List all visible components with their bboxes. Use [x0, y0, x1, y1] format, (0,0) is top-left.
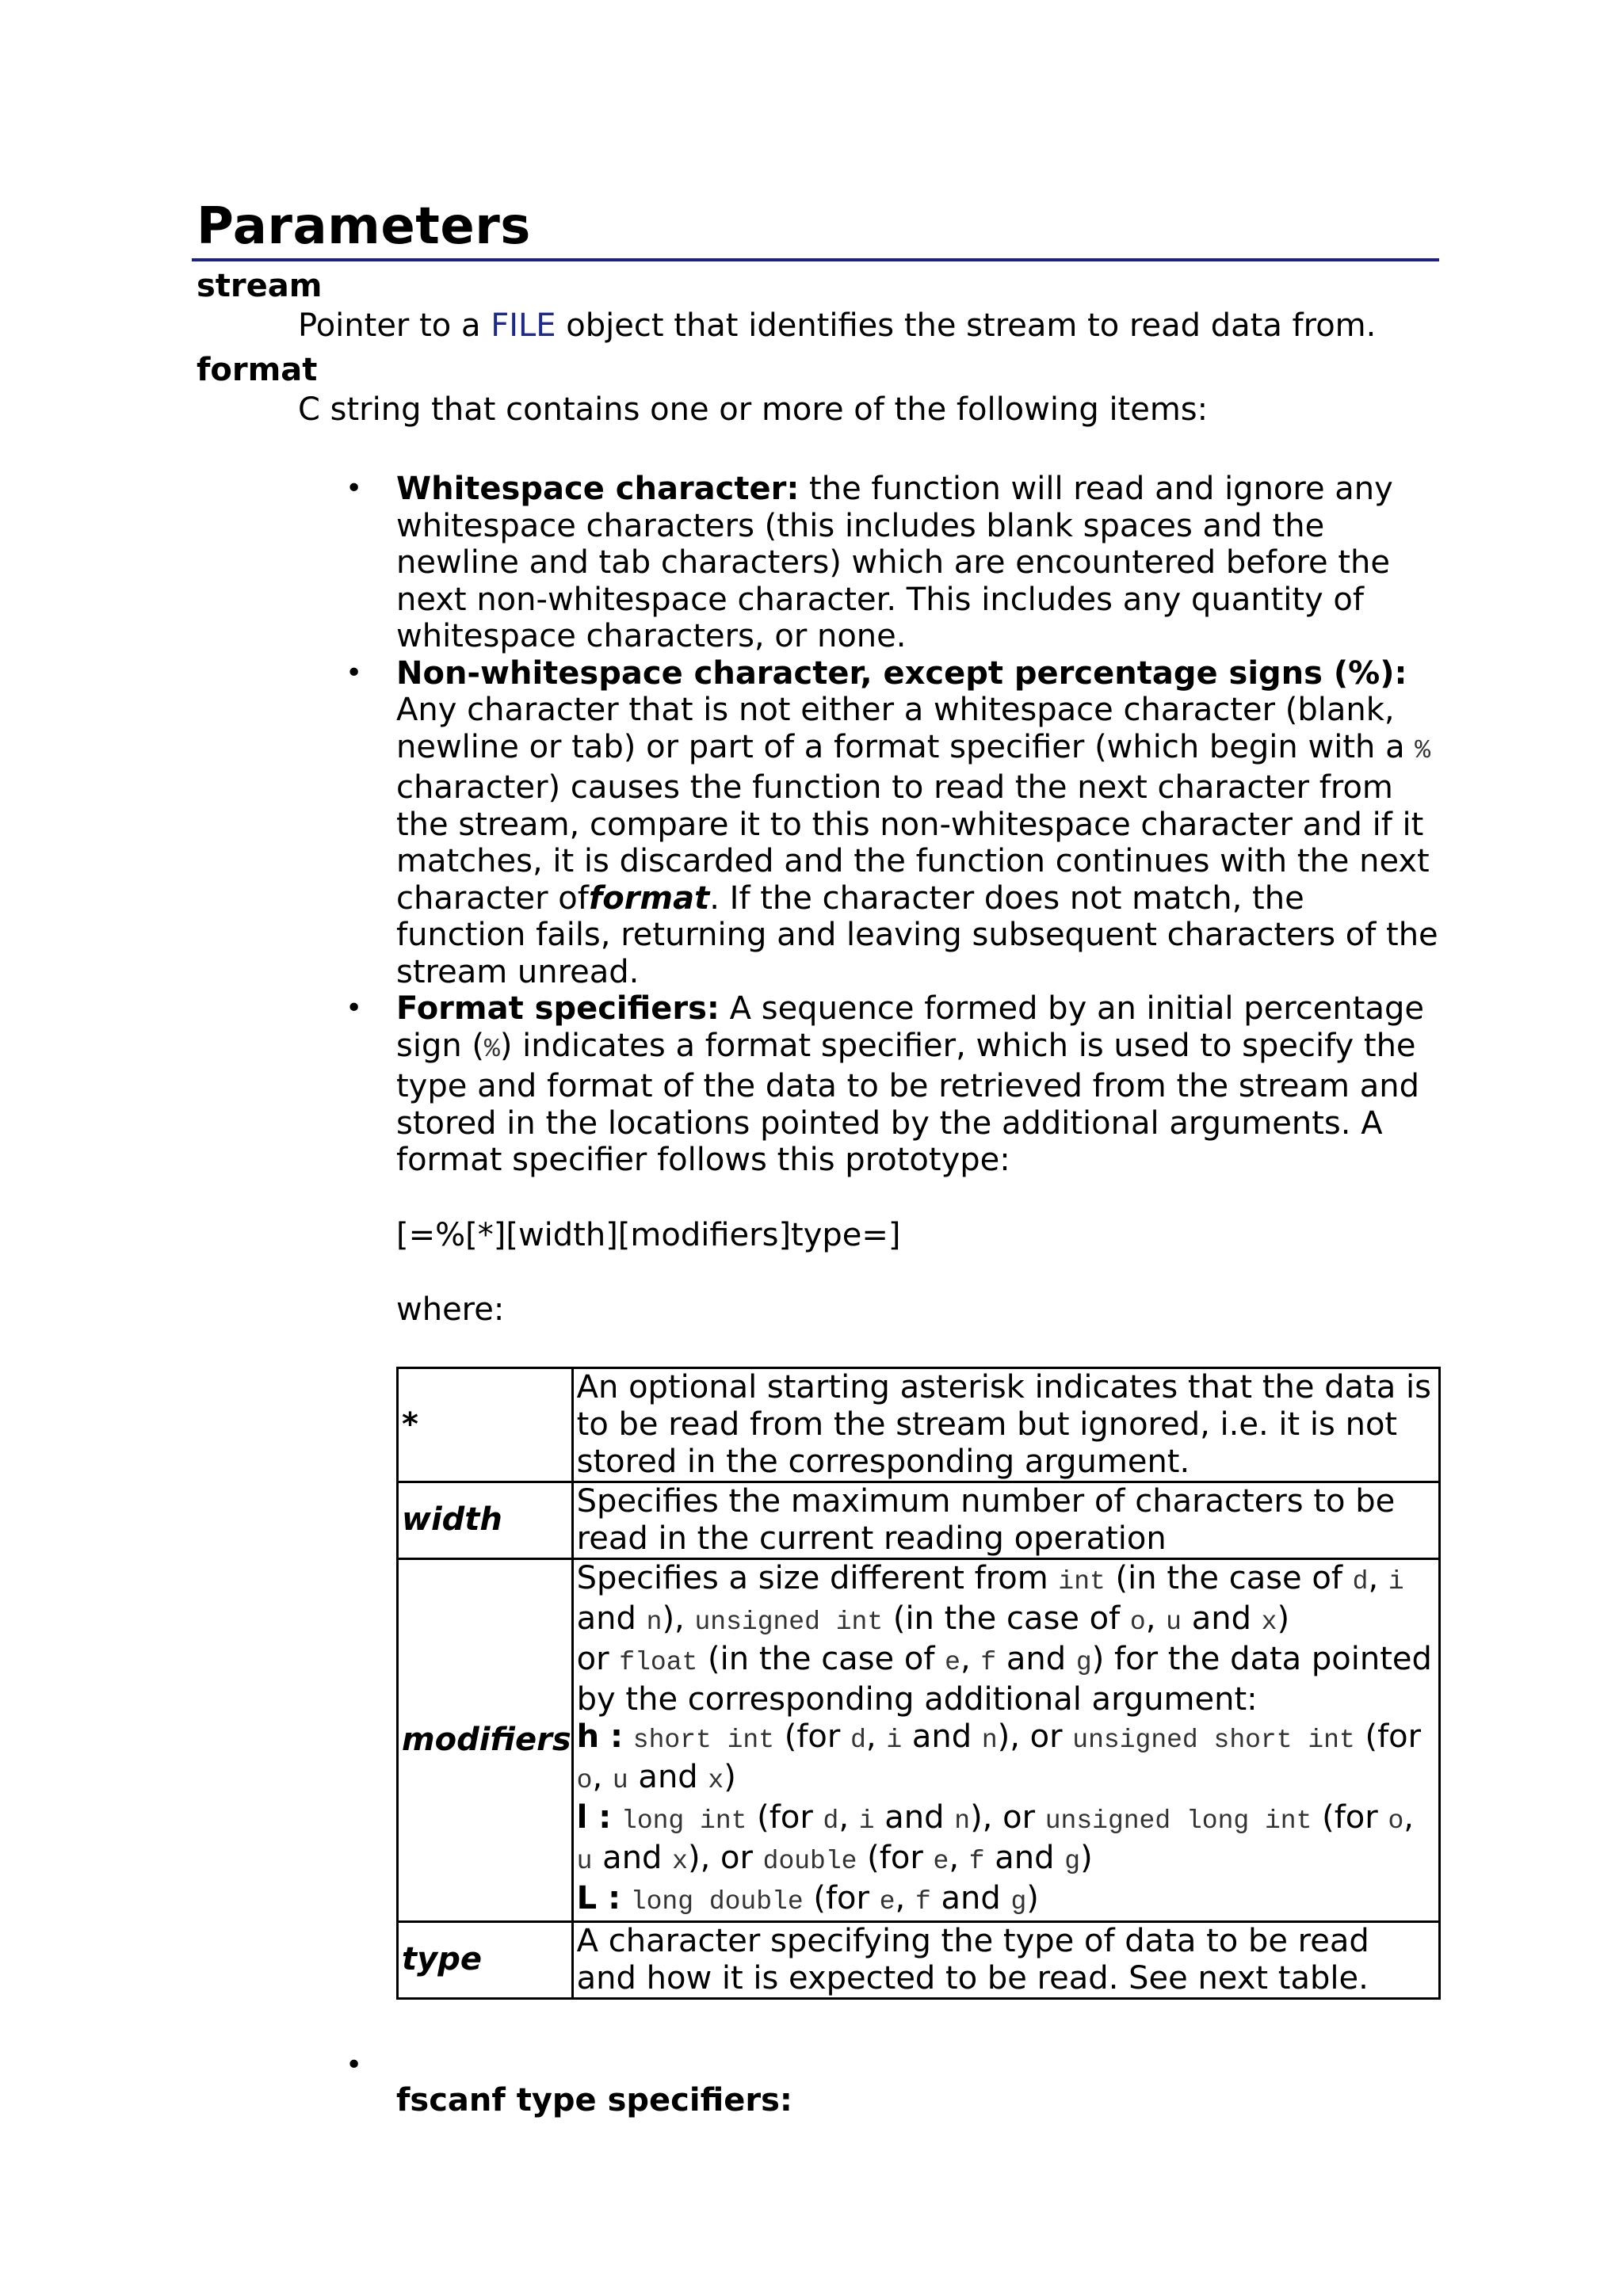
- item-text: Any character that is not either a whitespace character (blank, newline or tab) or part of a format specifier (which begin with a: [396, 692, 1415, 765]
- list-item-nonwhitespace: [197, 655, 1441, 991]
- code-long-double: long double: [630, 1886, 804, 1917]
- specifier-table: [396, 1367, 1441, 2000]
- list-item-format-specifiers: [197, 990, 1441, 2000]
- code-g: g: [1075, 1647, 1092, 1677]
- code-percent: %: [484, 1034, 500, 1064]
- code-float: float: [619, 1647, 698, 1677]
- table-key-width: width: [398, 1482, 573, 1558]
- code-i: i: [1388, 1566, 1404, 1596]
- stream-def-text: Pointer to a: [298, 307, 491, 344]
- list-item-fscanf-types: [197, 2047, 1441, 2119]
- code-d: d: [823, 1806, 839, 1836]
- code-g: g: [1064, 1846, 1081, 1876]
- code-u: u: [612, 1765, 628, 1795]
- code-e: e: [933, 1846, 949, 1876]
- code-double: double: [762, 1846, 857, 1876]
- mod-label-l: l :: [576, 1798, 612, 1836]
- title-underline: [192, 258, 1439, 261]
- param-term-stream: stream: [197, 268, 323, 304]
- code-n: n: [646, 1607, 663, 1637]
- code-long-int: long int: [621, 1806, 747, 1836]
- item-text: the function will read and ignore any whitespace characters (this includes blank spaces and the newline and tab characters) which are encountered before the next non-whitespace character. This includes any quantity of whitespace characters, or none.: [396, 471, 1393, 654]
- table-key-modifiers: modifiers: [398, 1558, 573, 1921]
- table-row: [398, 1367, 1440, 1482]
- format-items-list: [197, 471, 1441, 2119]
- table-desc-type: A character specifying the type of data to be read and how it is expected to be read. See next table.: [572, 1921, 1439, 1998]
- code-d: d: [850, 1725, 866, 1755]
- file-link[interactable]: FILE: [491, 307, 556, 344]
- page-title: Parameters: [197, 197, 531, 256]
- mod-text: ) for the data pointed by the corresponding additional argument:: [576, 1640, 1432, 1718]
- param-term-format: format: [197, 352, 318, 388]
- code-o: o: [576, 1765, 593, 1795]
- format-emphasis: format: [588, 879, 710, 917]
- item-text: A sequence formed by an initial percentage sign (: [396, 990, 1424, 1064]
- code-e: e: [879, 1886, 896, 1917]
- code-x: x: [1261, 1607, 1277, 1637]
- table-key-type: type: [398, 1921, 573, 1998]
- prototype-line: [=%[*][width][modifiers]type=]: [396, 1216, 901, 1253]
- code-i: i: [886, 1725, 903, 1755]
- table-desc-width: Specifies the maximum number of characters to be read in the current reading operation: [572, 1482, 1439, 1558]
- code-u: u: [576, 1846, 593, 1876]
- where-label: where:: [396, 1291, 505, 1328]
- code-unsigned-short-int: unsigned short int: [1072, 1725, 1355, 1755]
- code-i: i: [858, 1806, 875, 1836]
- code-o: o: [1388, 1806, 1404, 1836]
- code-short-int: short int: [632, 1725, 775, 1755]
- table-row: [398, 1482, 1440, 1558]
- code-e: e: [945, 1647, 960, 1677]
- item-text: character) causes the function to read the next character from the stream, compare it to this non-whitespace character and if it matches, it is discarded and the function continues with the next character of: [396, 769, 1430, 917]
- code-f: f: [915, 1886, 931, 1917]
- item-text: . If the character does not match, the function fails, returning and leaving subsequent characters of the stream unread.: [396, 879, 1438, 990]
- code-x: x: [672, 1846, 688, 1876]
- code-f: f: [968, 1846, 985, 1876]
- code-g: g: [1010, 1886, 1027, 1917]
- code-d: d: [1352, 1566, 1369, 1596]
- code-u: u: [1166, 1607, 1182, 1637]
- table-row: [398, 1558, 1440, 1921]
- mod-label-L: L :: [576, 1879, 621, 1917]
- item-label: Non-whitespace character, except percentage signs (%):: [396, 654, 1407, 692]
- fscanf-type-specifiers-label: • fscanf type specifiers:: [396, 2081, 792, 2119]
- stream-def-text-end: object that identifies the stream to read data from.: [556, 307, 1377, 344]
- code-n: n: [954, 1806, 971, 1836]
- document-page: [197, 196, 1441, 2119]
- mod-text: Specifies a size different from: [576, 1559, 1059, 1596]
- code-f: f: [980, 1647, 997, 1677]
- table-desc-modifiers: Specifies a size different from int (in the case of d, i and n), unsigned int (in the case of o, u and x) or float (in the case of e, f and g) for the data pointed by the corresponding additional argument: h : short int (for d, i and n), or unsigned short int (for o, u and x) l : long int (for d, i and n), or unsigned long int (for o, u and x), or double (for e, f and g) L : long double (for e, f and g): [572, 1558, 1439, 1921]
- code-x: x: [708, 1765, 724, 1795]
- code-int: int: [1058, 1566, 1106, 1596]
- table-desc-star: An optional starting asterisk indicates that the data is to be read from the stream but ignored, i.e. it is not stored in the corresponding argument.: [572, 1367, 1439, 1482]
- code-unsigned-int: unsigned int: [694, 1607, 884, 1637]
- item-label: Whitespace character:: [396, 471, 800, 507]
- param-def-format: C string that contains one or more of the following items:: [298, 391, 1209, 428]
- param-def-stream: [298, 306, 1441, 345]
- mod-text: (in the case of: [1105, 1559, 1353, 1596]
- mod-label-h: h :: [576, 1718, 624, 1755]
- code-n: n: [981, 1725, 998, 1755]
- code-o: o: [1129, 1607, 1146, 1637]
- table-key-star: *: [398, 1367, 573, 1482]
- code-unsigned-long-int: unsigned long int: [1044, 1806, 1312, 1836]
- table-row: [398, 1921, 1440, 1998]
- item-label: Format specifiers:: [396, 990, 720, 1027]
- code-percent: %: [1415, 735, 1431, 765]
- item-text: ) indicates a format specifier, which is used to specify the type and format of the data to be retrieved from the stream and stored in the locations pointed by the additional arguments. A format specifier follows this prototype:: [396, 1027, 1419, 1178]
- list-item-whitespace: [197, 471, 1441, 655]
